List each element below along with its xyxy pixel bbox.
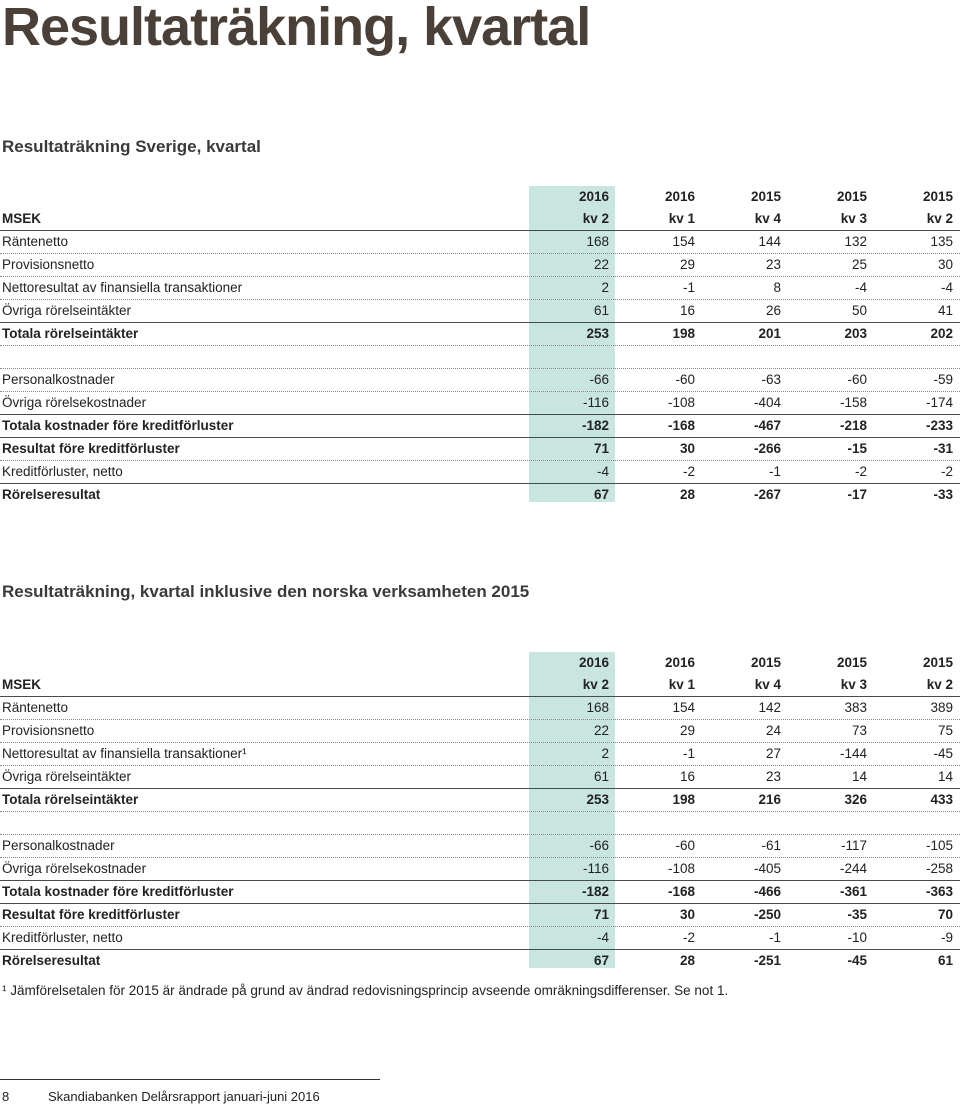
- year-header: 2016: [664, 655, 695, 670]
- quarter-header: kv 4: [754, 211, 781, 226]
- cell: -404: [753, 395, 781, 410]
- row-label: Resultat före kreditförluster: [2, 441, 180, 456]
- footer-text: Skandiabanken Delårsrapport januari-juni 2016: [48, 1089, 320, 1104]
- cell: -466: [753, 884, 781, 899]
- cell: -1: [768, 464, 781, 479]
- cell: 144: [758, 234, 781, 249]
- cell: 203: [844, 326, 867, 341]
- cell: 28: [679, 487, 695, 502]
- cell: 2: [601, 746, 609, 761]
- row-label: Rörelseresultat: [2, 953, 101, 968]
- cell: -1: [768, 930, 781, 945]
- cell: 24: [765, 723, 781, 738]
- cell: -174: [925, 395, 953, 410]
- table-row: [0, 369, 960, 392]
- cell: -182: [581, 418, 609, 433]
- cell: 25: [851, 257, 867, 272]
- year-header: 2015: [922, 655, 953, 670]
- table-row: [0, 461, 960, 484]
- page-title: Resultaträkning, kvartal: [2, 0, 591, 57]
- cell: -1: [682, 746, 695, 761]
- cell: 16: [679, 769, 695, 784]
- cell: -4: [596, 930, 609, 945]
- cell: -45: [847, 953, 867, 968]
- cell: 201: [758, 326, 781, 341]
- section-title-incl-norway: Resultaträkning, kvartal inklusive den norska verksamheten 2015: [2, 582, 530, 601]
- cell: 168: [586, 700, 609, 715]
- cell: -251: [753, 953, 781, 968]
- cell: -60: [675, 838, 695, 853]
- page-number: 8: [2, 1089, 10, 1104]
- cell: 22: [593, 257, 609, 272]
- cell: -2: [682, 464, 695, 479]
- row-label: Resultat före kreditförluster: [2, 907, 180, 922]
- cell: 71: [593, 907, 609, 922]
- row-label: Övriga rörelseintäkter: [2, 303, 132, 318]
- cell: -361: [839, 884, 867, 899]
- cell: 23: [765, 257, 781, 272]
- cell: 142: [758, 700, 781, 715]
- cell: 30: [679, 441, 695, 456]
- row-label: Totala kostnader före kreditförluster: [2, 418, 234, 433]
- year-header: 2015: [922, 189, 953, 204]
- section-title-sweden: Resultaträkning Sverige, kvartal: [2, 137, 261, 156]
- cell: 28: [679, 953, 695, 968]
- cell: -60: [847, 372, 867, 387]
- row-label: Totala kostnader före kreditförluster: [2, 884, 234, 899]
- year-header: 2016: [578, 655, 609, 670]
- cell: 22: [593, 723, 609, 738]
- cell: -144: [839, 746, 867, 761]
- cell: -15: [847, 441, 867, 456]
- cell: 202: [930, 326, 953, 341]
- cell: -60: [675, 372, 695, 387]
- row-label: Personalkostnader: [2, 372, 115, 387]
- header-quarter-row: [0, 208, 960, 231]
- cell: 67: [593, 487, 609, 502]
- cell: -363: [925, 884, 953, 899]
- cell: 14: [937, 769, 953, 784]
- cell: -35: [847, 907, 867, 922]
- cell: -250: [753, 907, 781, 922]
- cell: -218: [839, 418, 867, 433]
- table-row-total: [0, 789, 960, 812]
- cell: 67: [593, 953, 609, 968]
- quarter-header: kv 2: [926, 677, 953, 692]
- row-label: Totala rörelseintäkter: [2, 792, 139, 807]
- year-header: 2015: [836, 189, 867, 204]
- table-row-total: [0, 484, 960, 506]
- cell: 389: [930, 700, 953, 715]
- cell: 2: [601, 280, 609, 295]
- table-row-total: [0, 438, 960, 461]
- cell: 253: [586, 326, 609, 341]
- row-label: Kreditförluster, netto: [2, 464, 123, 479]
- cell: 433: [930, 792, 953, 807]
- row-label: Räntenetto: [2, 700, 69, 715]
- row-label: Övriga rörelseintäkter: [2, 769, 132, 784]
- cell: 70: [937, 907, 953, 922]
- cell: 23: [765, 769, 781, 784]
- cell: -1: [682, 280, 695, 295]
- table-row: [0, 392, 960, 415]
- row-label: Personalkostnader: [2, 838, 115, 853]
- cell: -182: [581, 884, 609, 899]
- cell: -66: [589, 838, 609, 853]
- cell: -2: [940, 464, 953, 479]
- cell: 16: [679, 303, 695, 318]
- cell: 383: [844, 700, 867, 715]
- row-label: Provisionsnetto: [2, 723, 95, 738]
- cell: -63: [761, 372, 781, 387]
- table-row-total: [0, 323, 960, 346]
- cell: 61: [937, 953, 953, 968]
- cell: 135: [930, 234, 953, 249]
- quarter-header: kv 4: [754, 677, 781, 692]
- table-row: [0, 927, 960, 950]
- cell: 71: [593, 441, 609, 456]
- cell: 326: [844, 792, 867, 807]
- cell: -266: [753, 441, 781, 456]
- year-header: 2015: [836, 655, 867, 670]
- cell: -467: [753, 418, 781, 433]
- cell: -10: [847, 930, 867, 945]
- cell: -168: [667, 418, 695, 433]
- cell: 73: [851, 723, 867, 738]
- cell: -108: [667, 395, 695, 410]
- cell: -405: [753, 861, 781, 876]
- quarter-header: kv 2: [582, 677, 609, 692]
- header-year-row: [0, 652, 960, 674]
- cell: -244: [839, 861, 867, 876]
- cell: 26: [765, 303, 781, 318]
- table-row: [0, 231, 960, 254]
- unit-label: MSEK: [2, 677, 42, 692]
- cell: 50: [851, 303, 867, 318]
- cell: -59: [933, 372, 953, 387]
- table-row-total: [0, 415, 960, 438]
- cell: -4: [940, 280, 953, 295]
- table-row: [0, 300, 960, 323]
- table-row: [0, 277, 960, 300]
- quarter-header: kv 2: [926, 211, 953, 226]
- cell: 253: [586, 792, 609, 807]
- cell: -258: [925, 861, 953, 876]
- row-label: Kreditförluster, netto: [2, 930, 123, 945]
- table-row: [0, 743, 960, 766]
- cell: -108: [667, 861, 695, 876]
- table-row: [0, 697, 960, 720]
- spacer-row: [0, 346, 960, 369]
- cell: -17: [847, 487, 867, 502]
- table-row-total: [0, 950, 960, 972]
- cell: -9: [940, 930, 953, 945]
- cell: 61: [593, 303, 609, 318]
- cell: -61: [761, 838, 781, 853]
- row-label: Nettoresultat av finansiella transaktioner¹: [2, 746, 247, 761]
- cell: 132: [844, 234, 867, 249]
- table-row: [0, 858, 960, 881]
- cell: -117: [840, 838, 867, 853]
- cell: 8: [773, 280, 781, 295]
- footnote: ¹ Jämförelsetalen för 2015 är ändrade på grund av ändrad redovisningsprincip avseende omräkningsdifferenser. Se not 1.: [2, 983, 729, 998]
- quarter-header: kv 3: [840, 211, 867, 226]
- cell: 168: [586, 234, 609, 249]
- cell: 61: [593, 769, 609, 784]
- cell: -2: [682, 930, 695, 945]
- row-label: Räntenetto: [2, 234, 69, 249]
- year-header: 2015: [750, 189, 781, 204]
- cell: -105: [925, 838, 953, 853]
- year-header: 2016: [578, 189, 609, 204]
- cell: 29: [679, 723, 695, 738]
- cell: -116: [582, 861, 609, 876]
- cell: 154: [672, 234, 695, 249]
- table-row-total: [0, 881, 960, 904]
- table-row: [0, 766, 960, 789]
- cell: 75: [937, 723, 953, 738]
- table-row: [0, 254, 960, 277]
- cell: 41: [937, 303, 953, 318]
- cell: 216: [758, 792, 781, 807]
- table-row: [0, 835, 960, 858]
- row-label: Totala rörelseintäkter: [2, 326, 139, 341]
- header-quarter-row: [0, 674, 960, 697]
- cell: -116: [582, 395, 609, 410]
- year-header: 2015: [750, 655, 781, 670]
- cell: 198: [672, 792, 695, 807]
- header-year-row: [0, 186, 960, 208]
- quarter-header: kv 1: [668, 211, 695, 226]
- table-sweden: [0, 186, 960, 506]
- row-label: Rörelseresultat: [2, 487, 101, 502]
- row-label: Övriga rörelsekostnader: [2, 395, 147, 410]
- cell: -2: [854, 464, 867, 479]
- cell: -31: [933, 441, 953, 456]
- cell: -45: [933, 746, 953, 761]
- table-incl-norway: [0, 652, 960, 972]
- row-label: Övriga rörelsekostnader: [2, 861, 147, 876]
- cell: 30: [937, 257, 953, 272]
- quarter-header: kv 3: [840, 677, 867, 692]
- cell: -158: [839, 395, 867, 410]
- cell: -168: [667, 884, 695, 899]
- cell: -4: [596, 464, 609, 479]
- cell: 30: [679, 907, 695, 922]
- cell: -66: [589, 372, 609, 387]
- unit-label: MSEK: [2, 211, 42, 226]
- quarter-header: kv 1: [668, 677, 695, 692]
- spacer-row: [0, 812, 960, 835]
- row-label: Nettoresultat av finansiella transaktioner: [2, 280, 243, 295]
- cell: 154: [672, 700, 695, 715]
- cell: -267: [753, 487, 781, 502]
- cell: 14: [851, 769, 867, 784]
- cell: 29: [679, 257, 695, 272]
- cell: -33: [933, 487, 953, 502]
- cell: -4: [854, 280, 867, 295]
- footer-divider: [0, 1079, 380, 1080]
- row-label: Provisionsnetto: [2, 257, 95, 272]
- table-row: [0, 720, 960, 743]
- cell: 27: [765, 746, 781, 761]
- cell: -233: [925, 418, 953, 433]
- table-row-total: [0, 904, 960, 927]
- year-header: 2016: [664, 189, 695, 204]
- cell: 198: [672, 326, 695, 341]
- quarter-header: kv 2: [582, 211, 609, 226]
